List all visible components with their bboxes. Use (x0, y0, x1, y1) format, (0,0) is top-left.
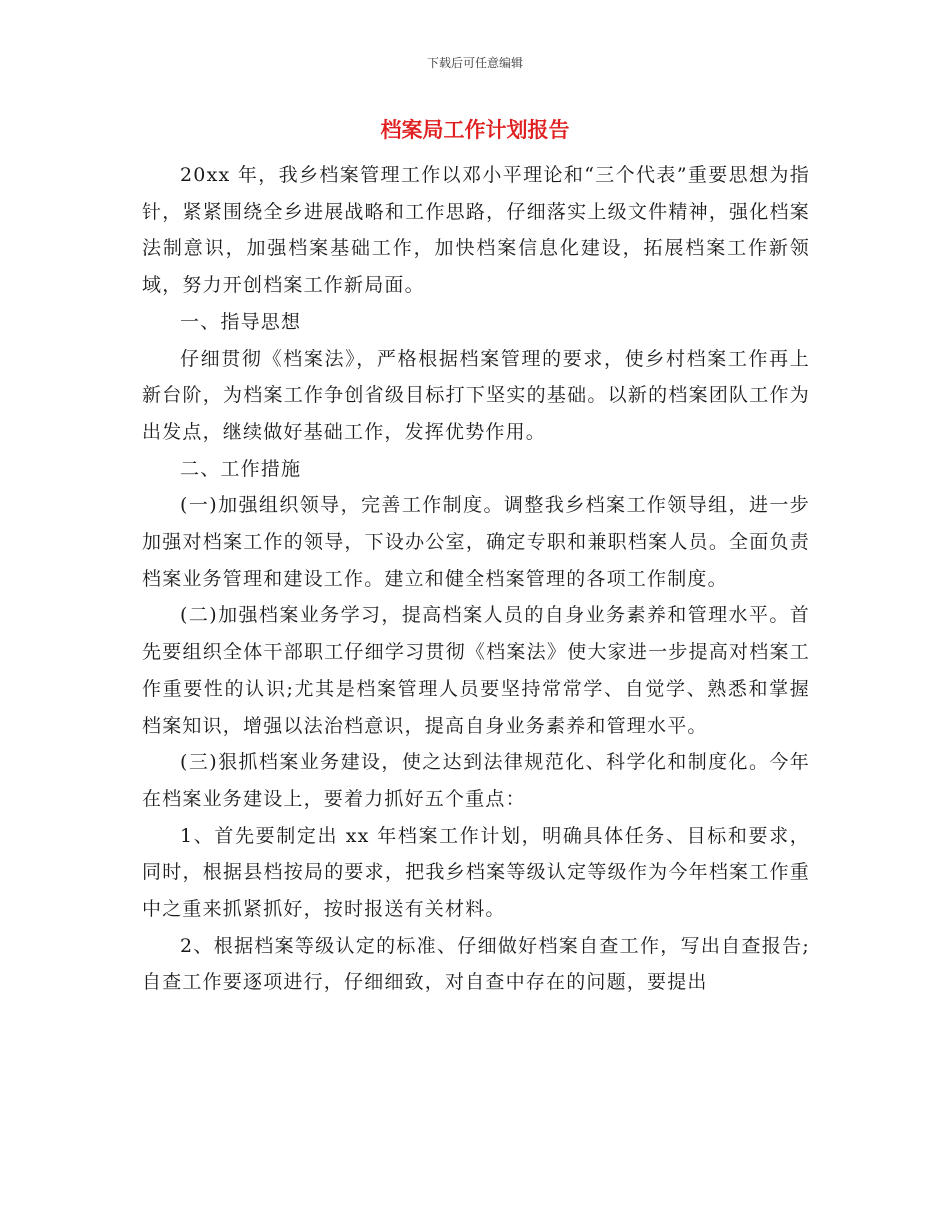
paragraph-measure-2: (二)加强档案业务学习，提高档案人员的自身业务素养和管理水平。首先要组织全体干部职工仔细学习贯彻《档案法》使大家进一步提高对档案工作重要性的认识;尤其是档案管理人员要坚持常常学、自觉学、熟悉和掌握档案知识，增强以法治档意识，提高自身业务素养和管理水平。 (142, 604, 810, 737)
document-body (142, 157, 810, 1001)
section-heading-guiding-thought: 一、指导思想 (180, 310, 302, 333)
document-title: 档案局工作计划报告 (380, 118, 570, 142)
paragraph-measure-3: (三)狠抓档案业务建设，使之达到法律规范化、科学化和制度化。今年在档案业务建设上，要着力抓好五个重点： (142, 751, 810, 810)
section-heading-work-measures: 二、工作措施 (180, 457, 302, 480)
paragraph-measure-1: (一)加强组织领导，完善工作制度。调整我乡档案工作领导组，进一步加强对档案工作的领导，下设办公室，确定专职和兼职档案人员。全面负责档案业务管理和建设工作。建立和健全档案管理的各项工作制度。 (142, 494, 810, 590)
page-header-note: 下载后可任意编辑 (426, 56, 523, 70)
paragraph-point-1: 1、首先要制定出 xx 年档案工作计划，明确具体任务、目标和要求，同时，根据县档按局的要求，把我乡档案等级认定等级作为今年档案工作重中之重来抓紧抓好，按时报送有关材料。 (142, 824, 810, 921)
paragraph-intro: 20xx 年，我乡档案管理工作以邓小平理论和“三个代表”重要思想为指针，紧紧围绕全乡进展战略和工作思路，仔细落实上级文件精神，强化档案法制意识，加强档案基础工作，加快档案信息化建设，拓展档案工作新领域，努力开创档案工作新局面。 (142, 164, 810, 297)
paragraph-point-2: 2、根据档案等级认定的标准、仔细做好档案自查工作，写出自查报告;自查工作要逐项进行，仔细细致，对自查中存在的问题，要提出 (142, 934, 810, 994)
paragraph-guiding-thought: 仔细贯彻《档案法》，严格根据档案管理的要求，使乡村档案工作再上新台阶，为档案工作争创省级目标打下坚实的基础。以新的档案团队工作为出发点，继续做好基础工作，发挥优势作用。 (142, 347, 810, 443)
